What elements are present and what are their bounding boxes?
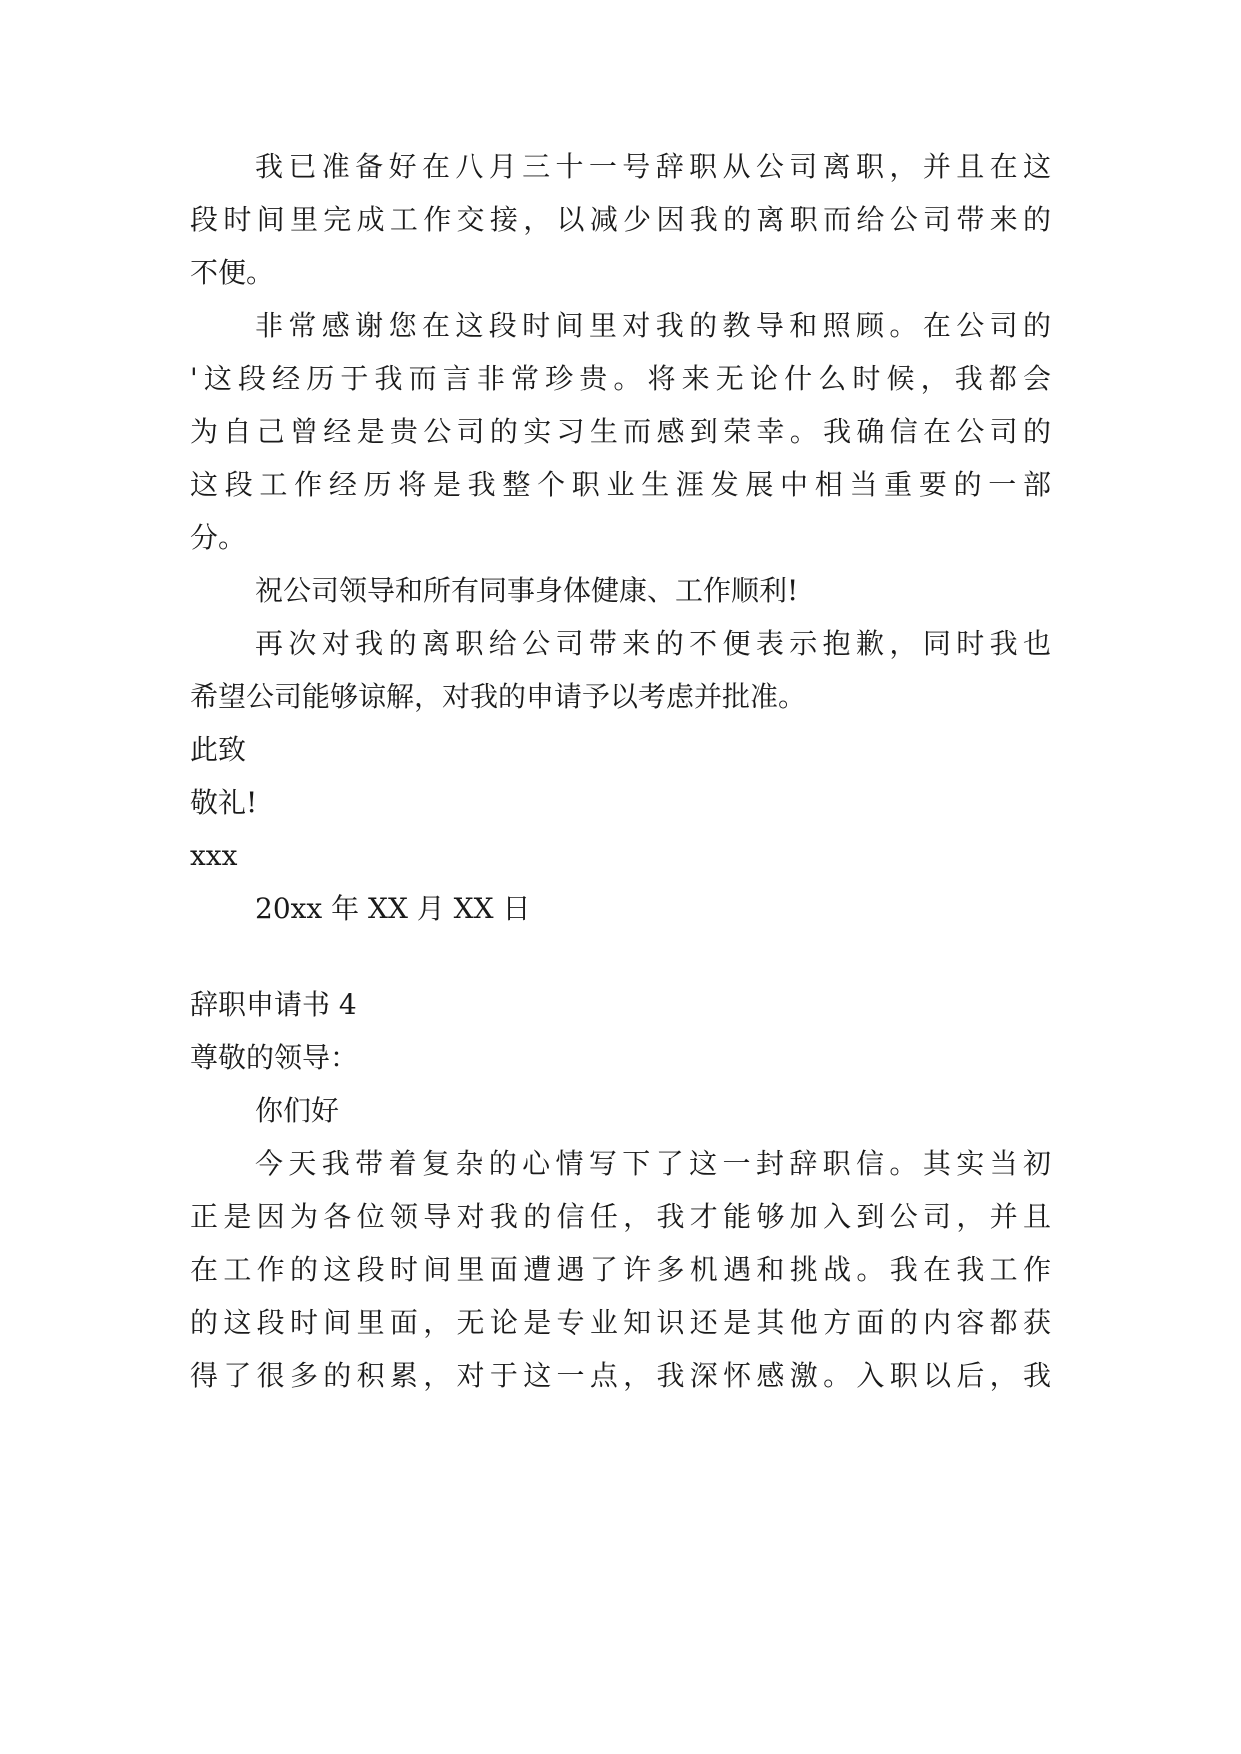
paragraph-line: 分。 xyxy=(190,521,247,554)
paragraph-line: 这段工作经历将是我整个职业生涯发展中相当重要的一部 xyxy=(190,468,1051,501)
paragraph-line: 希望公司能够谅解，对我的申请予以考虑并批准。 xyxy=(190,680,807,713)
closing-line: 此致 xyxy=(190,733,247,766)
paragraph-line: 非常感谢您在这段时间里对我的教导和照顾。在公司的 xyxy=(255,309,1051,342)
paragraph-line: '这段经历于我而言非常珍贵。将来无论什么时候，我都会 xyxy=(190,362,1051,395)
signature: xxx xyxy=(190,839,238,872)
paragraph-line: 今天我带着复杂的心情写下了这一封辞职信。其实当初 xyxy=(255,1147,1051,1180)
salutation: 尊敬的领导： xyxy=(190,1041,359,1074)
paragraph-line: 正是因为各位领导对我的信任，我才能够加入到公司，并且 xyxy=(190,1200,1051,1233)
section-title: 辞职申请书 4 xyxy=(190,988,357,1021)
paragraph-line: 的这段时间里面，无论是专业知识还是其他方面的内容都获 xyxy=(190,1306,1051,1339)
greeting: 你们好 xyxy=(255,1094,340,1127)
paragraph-line: 为自己曾经是贵公司的实习生而感到荣幸。我确信在公司的 xyxy=(190,415,1051,448)
paragraph-line: 在工作的这段时间里面遭遇了许多机遇和挑战。我在我工作 xyxy=(190,1253,1051,1286)
paragraph-line: 我已准备好在八月三十一号辞职从公司离职，并且在这 xyxy=(255,150,1051,183)
paragraph-line: 不便。 xyxy=(190,256,275,289)
date-line: 20xx 年 XX 月 XX 日 xyxy=(255,892,531,925)
paragraph-line: 得了很多的积累，对于这一点，我深怀感激。入职以后，我 xyxy=(190,1359,1051,1392)
paragraph-line: 段时间里完成工作交接，以减少因我的离职而给公司带来的 xyxy=(190,203,1051,236)
closing-salute: 敬礼! xyxy=(190,786,258,819)
paragraph-line: 再次对我的离职给公司带来的不便表示抱歉，同时我也 xyxy=(255,627,1051,660)
paragraph-line: 祝公司领导和所有同事身体健康、工作顺利! xyxy=(255,574,799,607)
